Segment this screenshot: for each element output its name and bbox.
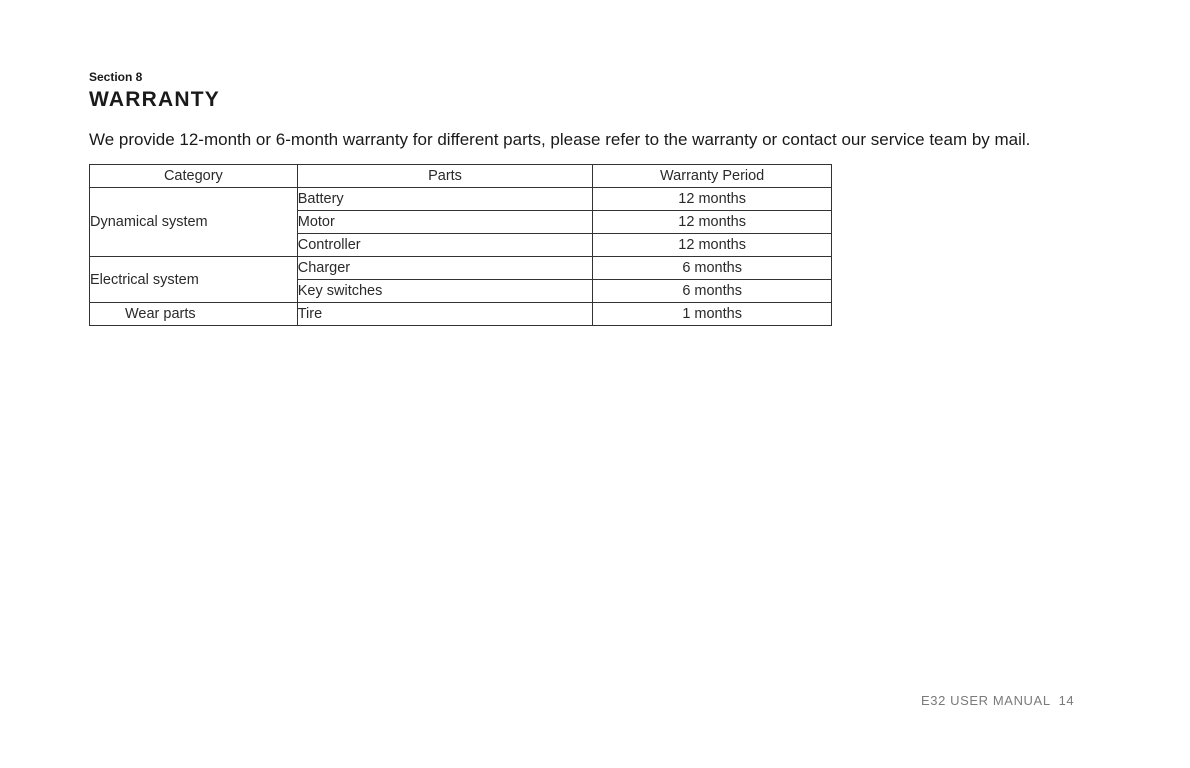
category-cell: Dynamical system (90, 188, 298, 257)
part-cell: Tire (297, 303, 593, 326)
period-cell: 6 months (593, 257, 832, 280)
category-cell: Wear parts (90, 303, 298, 326)
header-parts: Parts (297, 165, 593, 188)
part-cell: Charger (297, 257, 593, 280)
page-footer: E32 USER MANUAL 14 (921, 693, 1075, 708)
table-header-row (90, 165, 832, 188)
period-cell: 12 months (593, 234, 832, 257)
warranty-table (89, 164, 832, 326)
table-row (90, 303, 832, 326)
part-cell: Motor (297, 211, 593, 234)
table-row (90, 188, 832, 211)
section-label: Section 8 (89, 70, 143, 84)
period-cell: 12 months (593, 211, 832, 234)
page-title: WARRANTY (89, 88, 220, 111)
part-cell: Key switches (297, 280, 593, 303)
part-cell: Battery (297, 188, 593, 211)
table-row (90, 257, 832, 280)
category-cell: Electrical system (90, 257, 298, 303)
period-cell: 12 months (593, 188, 832, 211)
header-category: Category (90, 165, 298, 188)
intro-paragraph: We provide 12-month or 6-month warranty for different parts, please refer to the warranty or contact our service team by mail. (89, 130, 1031, 149)
header-warranty-period: Warranty Period (593, 165, 832, 188)
part-cell: Controller (297, 234, 593, 257)
period-cell: 6 months (593, 280, 832, 303)
period-cell: 1 months (593, 303, 832, 326)
